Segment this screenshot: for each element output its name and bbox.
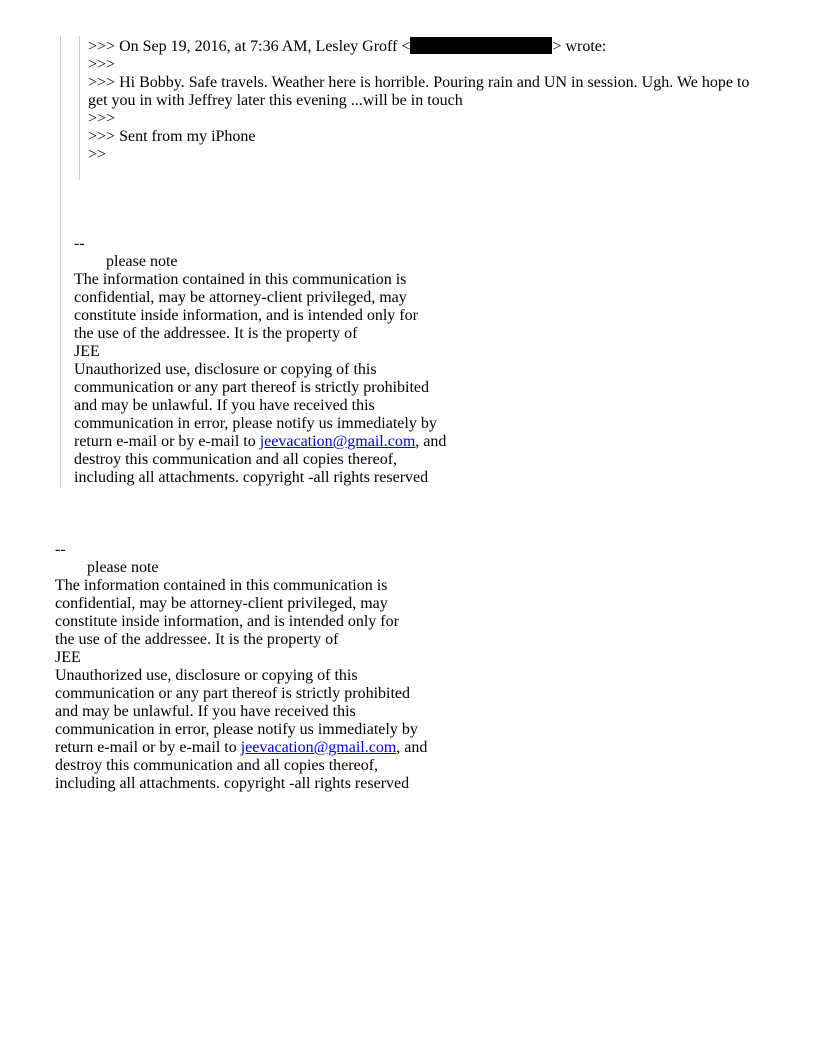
disclaimer-line [74,433,494,451]
disclaimer-line-suffix: , and [415,433,447,450]
signature-separator: -- [55,541,66,558]
header-prefix: >>> On Sep 19, 2016, at 7:36 AM, Lesley Groff < [88,38,411,55]
disclaimer-line: the use of the addressee. It is the property of [74,325,358,342]
quoted-email-header [88,37,768,56]
disclaimer-line: communication in error, please notify us immediately by [55,721,418,738]
disclaimer-line-prefix: return e-mail or by e-mail to [55,739,241,756]
signature-note: please note [106,253,178,270]
disclaimer-line: communication or any part thereof is strictly prohibited [74,379,430,396]
sent-from-line: >>> Sent from my iPhone [88,128,256,145]
signature-note: please note [87,559,159,576]
disclaimer-line: constitute inside information, and is intended only for [55,613,399,630]
disclaimer-line: confidential, may be attorney-client privileged, may [74,289,407,306]
disclaimer-line: communication in error, please notify us immediately by [74,415,437,432]
disclaimer-line [55,739,475,757]
disclaimer-line: communication or any part thereof is strictly prohibited [55,685,411,702]
disclaimer-line: destroy this communication and all copies thereof, [55,757,379,774]
disclaimer-line: Unauthorized use, disclosure or copying of this [74,361,377,378]
quote-end-marker: >> [88,146,107,163]
quoted-message-line: get you in with Jeffrey later this evening ...will be in touch [88,92,463,109]
disclaimer-line: the use of the addressee. It is the property of [55,631,339,648]
redaction-block [410,37,552,54]
disclaimer-line: constitute inside information, and is intended only for [74,307,418,324]
quote-rule-outer [60,36,61,488]
disclaimer-line: confidential, may be attorney-client privileged, may [55,595,388,612]
disclaimer-line: JEE [55,649,81,666]
quote-blank-line: >>> [88,56,116,73]
email-link[interactable]: jeevacation@gmail.com [240,739,397,756]
signature-block-quoted [74,235,494,487]
quoted-message-line: >>> Hi Bobby. Safe travels. Weather here is horrible. Pouring rain and UN in session. Ugh. We hope to [88,74,750,91]
disclaimer-line: and may be unlawful. If you have received this [55,703,356,720]
disclaimer-line: including all attachments. copyright -all rights reserved [74,469,429,486]
quote-rule-inner [79,36,80,180]
signature-separator: -- [74,235,85,252]
header-suffix: > wrote: [552,38,607,55]
disclaimer-line: Unauthorized use, disclosure or copying of this [55,667,358,684]
disclaimer-line: The information contained in this communication is [74,271,407,288]
quote-blank-line: >>> [88,110,116,127]
signature-block [55,541,475,793]
email-link[interactable]: jeevacation@gmail.com [259,433,416,450]
disclaimer-line: destroy this communication and all copies thereof, [74,451,398,468]
disclaimer-line: JEE [74,343,100,360]
disclaimer-line-prefix: return e-mail or by e-mail to [74,433,260,450]
quoted-email [88,37,768,164]
disclaimer-line: The information contained in this communication is [55,577,388,594]
disclaimer-line: including all attachments. copyright -all rights reserved [55,775,410,792]
disclaimer-line-suffix: , and [396,739,428,756]
disclaimer-line: and may be unlawful. If you have received this [74,397,375,414]
